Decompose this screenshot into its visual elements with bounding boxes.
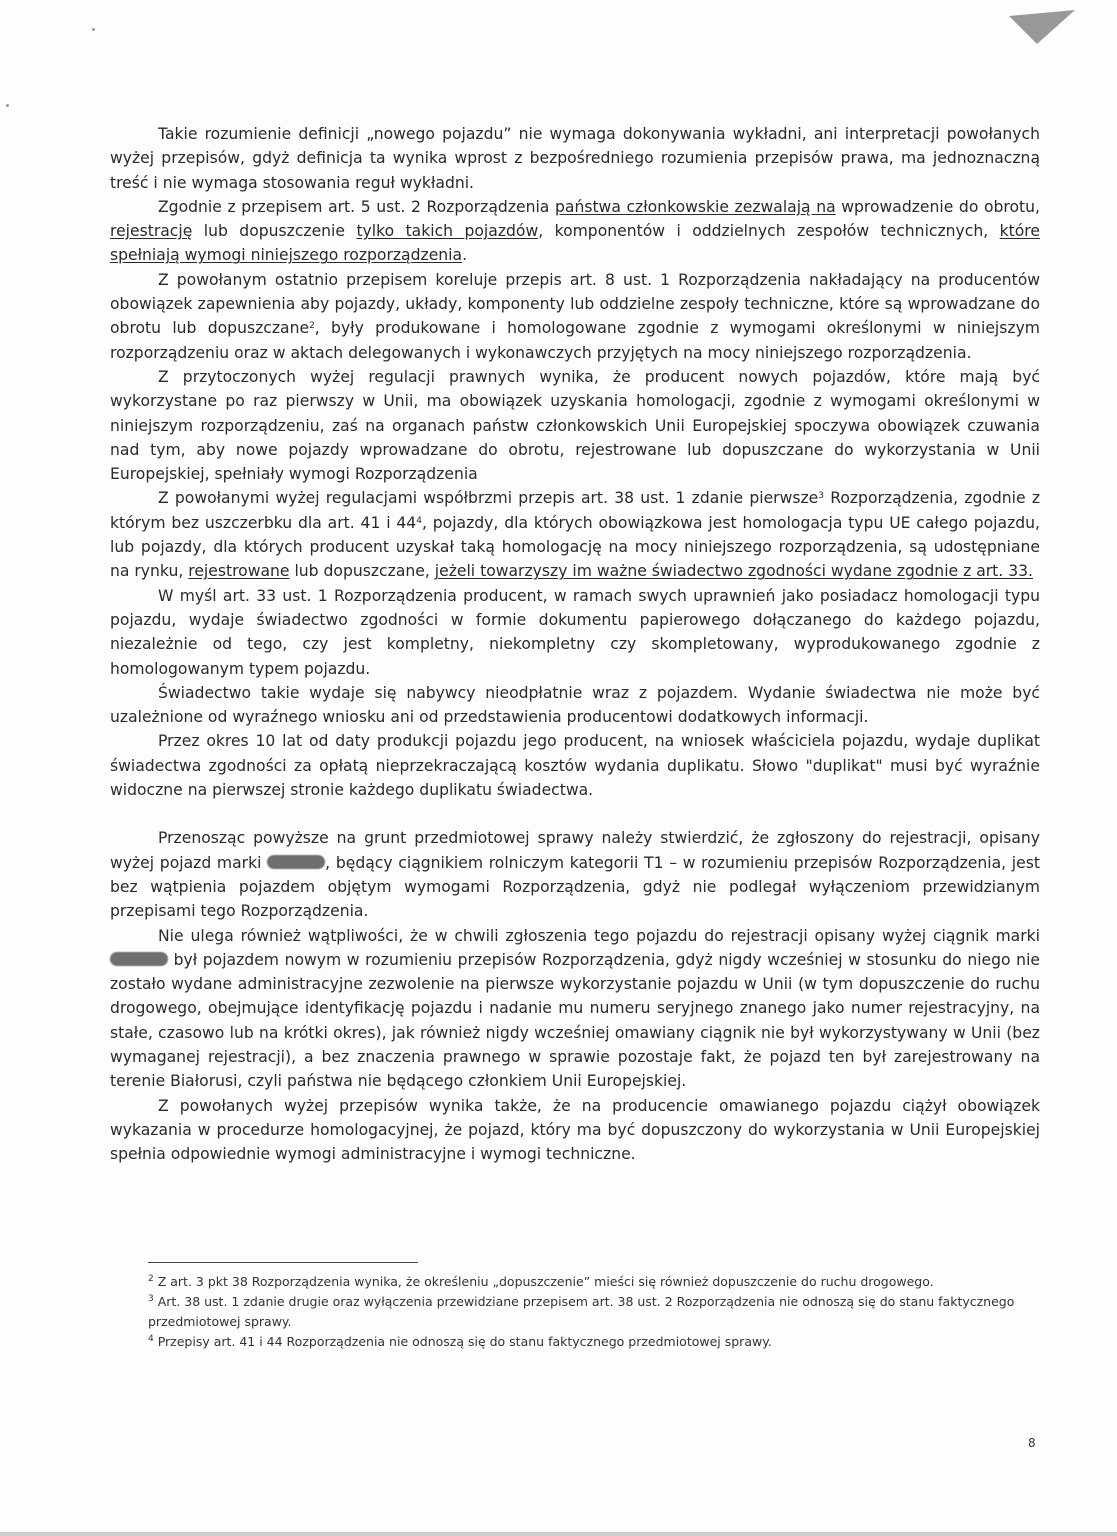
- redaction-mark: [267, 855, 325, 869]
- paragraph: Z powołanych wyżej przepisów wynika także, że na producencie omawianego pojazdu ciążył obowiązek wykazania w procedurze homologacyjnej, że pojazd, który ma być dopuszczony do wykorzystania w Unii Europejskiej spełnia odpowiednie wymogi administracyjne i wymogi techniczne.: [110, 1096, 1040, 1164]
- scan-bottom-edge: [0, 1532, 1117, 1536]
- paragraph: Z powołanymi wyżej regulacjami współbrzmi przepis art. 38 ust. 1 zdanie pierwsze$^3$ Rozporządzenia, zgodnie z którym bez uszczerbku dla art. 41 i $44^4$, pojazdy, dla których obowiązkowa jest homologacja typu UE całego pojazdu, lub pojazdy, dla których producent uzyskał taką homologację na mocy niniejszego rozporządzenia, są udostępniane na rynku, rejestrowane lub dopuszczane, jeżeli towarzyszy im ważne świadectwo zgodności wydane zgodnie z art. 33.: [110, 489, 1041, 581]
- footnote-ref[interactable]: 2: [309, 321, 315, 332]
- paragraph: W myśl art. 33 ust. 1 Rozporządzenia producent, w ramach swych uprawnień jako posiadacz homologacji typu pojazdu, wydaje świadectwo zgodności w formie dokumentu papierowego dołączanego do każdego pojazdu, niezależnie od tego, czy jest kompletny, niekompletny czy skompletowany, wyprodukowanego zgodnie z homologowanym typem pojazdu.: [110, 586, 1040, 678]
- paragraph: Z powołanym ostatnio przepisem koreluje przepis art. 8 ust. 1 Rozporządzenia nakładający na producentów obowiązek zapewnienia aby pojazdy, układy, komponenty lub oddzielne zespoły techniczne, które są wprowadzane do obrotu lub dopuszczane$^2$, były produkowane i homologowane zgodnie z wymogami określonymi w niniejszym rozporządzeniu oraz w aktach delegowanych i wykonawczych przyjętych na mocy niniejszego rozporządzenia.: [110, 270, 1040, 362]
- paragraph: Zgodnie z przepisem art. 5 ust. 2 Rozporządzenia państwa członkowskie zezwalają na wprowadzenie do obrotu, rejestrację lub dopuszczenie tylko takich pojazdów, komponentów i oddzielnych zespołów technicznych, które spełniają wymogi niniejszego rozporządzenia.: [110, 197, 1040, 265]
- underlined-phrase: tylko takich pojazdów: [356, 222, 539, 241]
- footnotes: [148, 1272, 1038, 1352]
- footnote-ref[interactable]: 4: [416, 515, 422, 526]
- underlined-phrase: rejestrowane: [188, 562, 290, 581]
- scan-speck: [92, 28, 95, 31]
- page-number: 8: [1028, 1436, 1036, 1450]
- underlined-phrase: które spełniają wymogi niniejszego rozporządzenia: [110, 222, 1040, 265]
- body-text: [110, 122, 1040, 1166]
- footnote: $^3$ Art. 38 ust. 1 zdanie drugie oraz wyłączenia przewidziane przepisem art. 38 ust. 2 Rozporządzenia nie odnoszą się do stanu faktycznego przedmiotowej sprawy.: [148, 1294, 1015, 1329]
- paragraph: Takie rozumienie definicji „nowego pojazdu” nie wymaga dokonywania wykładni, ani interpretacji powołanych wyżej przepisów, gdyż definicja ta wynika wprost z bezpośredniego rozumienia przepisów prawa, ma jednoznaczną treść i nie wymaga stosowania reguł wykładni.: [110, 125, 1040, 192]
- footnote-mark: 2: [148, 1274, 154, 1284]
- redaction-mark: [110, 952, 168, 966]
- paragraph: Nie ulega również wątpliwości, że w chwili zgłoszenia tego pojazdu do rejestracji opisany wyżej ciągnik marki był pojazdem nowym w rozumieniu przepisów Rozporządzenia, gdyż nigdy wcześniej w stosunku do niego nie zostało wydane administracyjne zezwolenie na pierwsze wykorzystanie pojazdu w Unii (w tym dopuszczenie do ruchu drogowego, obejmujące identyfikację pojazdu i nadanie mu numeru seryjnego znanego jako numer rejestracyjny, na stałe, czasowo lub na krótki okres), jak również nigdy wcześniej omawiany ciągnik nie był wykorzystywany w Unii (bez wymaganej rejestracji), a bez znaczenia prawnego w sprawie pozostaje fakt, że pojazd ten był zarejestrowany na terenie Białorusi, czyli państwa nie będącego członkiem Unii Europejskiej.: [110, 926, 1040, 1091]
- footnote-mark: 4: [148, 1334, 154, 1344]
- footnote-mark: 3: [148, 1294, 154, 1304]
- footnote-ref[interactable]: 3: [818, 491, 824, 502]
- paragraph: Przenosząc powyższe na grunt przedmiotowej sprawy należy stwierdzić, że zgłoszony do rejestracji, opisany wyżej pojazd marki , będący ciągnikiem rolniczym kategorii T1 – w rozumieniu przepisów Rozporządzenia, jest bez wątpienia pojazdem objętym wymogami Rozporządzenia, gdyż nie podlegał wyłączeniom przewidzianym przepisami tego Rozporządzenia.: [110, 829, 1040, 921]
- scan-speck: [6, 104, 9, 107]
- paragraph: Przez okres 10 lat od daty produkcji pojazdu jego producent, na wniosek właściciela pojazdu, wydaje duplikat świadectwa zgodności za opłatą nieprzekraczającą kosztów wydania duplikatu. Słowo "duplikat" musi być wyraźnie widoczne na pierwszej stronie każdego duplikatu świadectwa.: [110, 732, 1040, 800]
- footnote-separator: [148, 1262, 418, 1263]
- underlined-phrase: rejestrację: [110, 222, 193, 241]
- paragraph: Z przytoczonych wyżej regulacji prawnych wynika, że producent nowych pojazdów, które mają być wykorzystane po raz pierwszy w Unii, ma obowiązek uzyskania homologacji, zgodnie z wymogami określonymi w niniejszym rozporządzeniu, zaś na organach państw członkowskich Unii Europejskiej spoczywa obowiązek czuwania nad tym, aby nowe pojazdy wprowadzane do obrotu, rejestrowane lub dopuszczane do wykorzystania w Unii Europejskiej, spełniały wymogi Rozporządzenia: [110, 367, 1040, 484]
- underlined-phrase: jeżeli towarzyszy im ważne świadectwo zgodności wydane zgodnie z art. 33.: [434, 562, 1034, 581]
- underlined-phrase: państwa członkowskie zezwalają na: [554, 197, 836, 216]
- scan-corner-mark: [1007, 6, 1077, 46]
- paragraph: Świadectwo takie wydaje się nabywcy nieodpłatnie wraz z pojazdem. Wydanie świadectwa nie może być uzależnione od wyraźnego wniosku ani od przedstawienia producentowi dodatkowych informacji.: [110, 683, 1040, 727]
- footnote: $^4$ Przepisy art. 41 i 44 Rozporządzenia nie odnoszą się do stanu faktycznego przedmiotowej sprawy.: [148, 1334, 772, 1349]
- footnote: $^2$ Z art. 3 pkt 38 Rozporządzenia wynika, że określeniu „dopuszczenie” mieści się również dopuszczenie do ruchu drogowego.: [148, 1274, 934, 1289]
